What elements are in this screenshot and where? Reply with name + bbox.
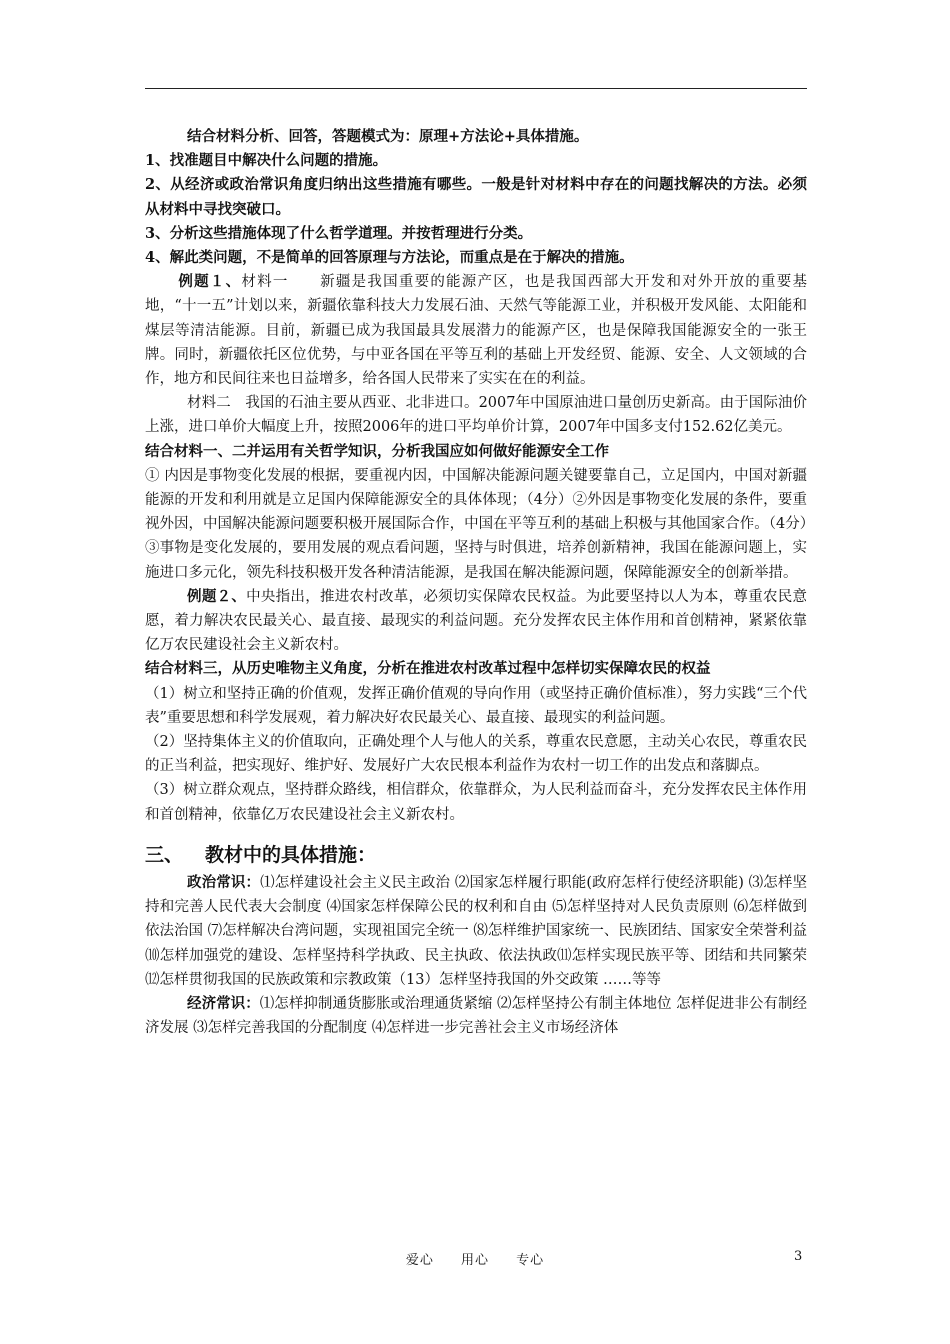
example2-label: 例题２、 <box>187 587 247 605</box>
example2-material <box>145 585 807 658</box>
intro-text: 结合材料分析、回答，答题模式为：原理+方法论+具体措施。 <box>187 128 589 145</box>
step-2: 2、从经济或政治常识角度归纳出这些措施有哪些。一般是针对材料中存在的问题找解决的方法。必须从材料中寻找突破口。 <box>145 176 807 218</box>
example1-answer: ① 内因是事物变化发展的根据，要重视内因，中国解决能源问题关键要靠自己，立足国内，中国对新疆能源的开发和利用就是立足国内保障能源安全的具体体现；（4分）②外因是事物变化发展的条件，要重视外因，中国解决能源问题要积极开展国际合作，中国在平等互利的基础上积极与其他国家合作。（4分）③事物是变化发展的，要用发展的观点看问题，坚持与时俱进，培养创新精神，我国在能源问题上，实施进口多元化，领先科技积极开发各种清洁能源，是我国在解决能源问题，保障能源安全的创新举措。 <box>145 467 807 581</box>
step-3: 3、分析这些措施体现了什么哲学道理。并按哲理进行分类。 <box>145 224 533 242</box>
header-rule <box>145 88 807 89</box>
example2-question: 结合材料三，从历史唯物主义角度，分析在推进农村改革过程中怎样切实保障农民的权益 <box>145 660 711 678</box>
page-body <box>145 125 807 1040</box>
example2-material-text: 中央指出，推进农村改革，必须切实保障农民权益。为此要坚持以人为本，尊重农民意愿，着力解决农民最关心、最直接、最现实的利益问题。充分发挥农民主体作用和首创精神，紧紧依靠亿万农民建设社会主义新农村。 <box>145 588 808 654</box>
example1-question: 结合材料一、二并运用有关哲学知识，分析我国应如何做好能源安全工作 <box>145 442 609 460</box>
example2-answer-1: （1）树立和坚持正确的价值观，发挥正确价值观的导向作用（或坚持正确价值标准），努力实践“三个代表”重要思想和科学发展观，着力解决好农民最关心、最直接、最现实的利益问题。 <box>145 685 807 726</box>
politics-text: ⑴怎样建设社会主义民主政治 ⑵国家怎样履行职能(政府怎样行使经济职能) ⑶怎样坚持和完善人民代表大会制度 ⑷国家怎样保障公民的权利和自由 ⑸怎样坚持对人民负责原则 ⑹怎样做到依法治国 ⑺怎样解决台湾问题，实现祖国完全统一 ⑻怎样维护国家统一、民族团结、国家安全荣誉利益⑽怎样加强党的建设、怎样坚持科学执政、民主执政、依法执政⑾怎样实现民族平等、团结和共同繁荣⑿怎样贯彻我国的民族政策和宗教政策（13）怎样坚持我国的外交政策 ……等等 <box>145 874 808 988</box>
example1-label: 例题１、 <box>178 273 242 291</box>
example2-answer-2: （2）坚持集体主义的价值取向，正确处理个人与他人的关系，尊重农民意愿，主动关心农民，尊重农民的正当利益，把实现好、维护好、发展好广大农民根本利益作为农村一切工作的出发点和落脚点。 <box>145 734 807 775</box>
section3-title: 教材中的具体措施： <box>205 843 377 866</box>
example1-material2: 材料二 我国的石油主要从西亚、北非进口。2007年中国原油进口量创历史新高。由于国际油价上涨，进口单价大幅度上升，按照2006年的进口平均单价计算，2007年中国多支付152.62亿美元。 <box>145 395 807 436</box>
economics-paragraph <box>145 992 807 1040</box>
politics-label: 政治常识： <box>187 873 261 891</box>
politics-paragraph <box>145 871 807 992</box>
economics-label: 经济常识： <box>187 994 260 1012</box>
section3-number: 三、 <box>145 843 184 866</box>
example2-answer-3: （3）树立群众观点，坚持群众路线，相信群众，依靠群众，为人民利益而奋斗，充分发挥农民主体作用和首创精神，依靠亿万农民建设社会主义新农村。 <box>145 782 807 823</box>
example1-material1 <box>145 270 807 391</box>
step-1: 1、找准题目中解决什么问题的措施。 <box>145 152 388 170</box>
footer-motto: 爱心 用心 专心 <box>405 1253 545 1268</box>
page-number: 3 <box>794 1249 803 1264</box>
section3-heading <box>145 841 807 869</box>
step-4: 4、解此类问题，不是简单的回答原理与方法论，而重点是在于解决的措施。 <box>145 249 634 267</box>
example1-material1-text: 材料一 新疆是我国重要的能源产区，也是我国西部大开发和对外开放的重要基地，“十一五”计划以来，新疆依靠科技大力发展石油、天然气等能源工业，并积极开发风能、太阳能和煤层等清洁能源。目前，新疆已成为我国最具发展潜力的能源产区，也是保障我国能源安全的一张王牌。同时，新疆依托区位优势，与中亚各国在平等互利的基础上开发经贸、能源、安全、人文领域的合作，地方和民间往来也日益增多，给各国人民带来了实实在在的利益。 <box>145 274 808 388</box>
economics-text: ⑴怎样抑制通货膨胀或治理通货紧缩 ⑵怎样坚持公有制主体地位 怎样促进非公有制经济发展 ⑶怎样完善我国的分配制度 ⑷怎样进一步完善社会主义市场经济体 <box>145 995 807 1037</box>
